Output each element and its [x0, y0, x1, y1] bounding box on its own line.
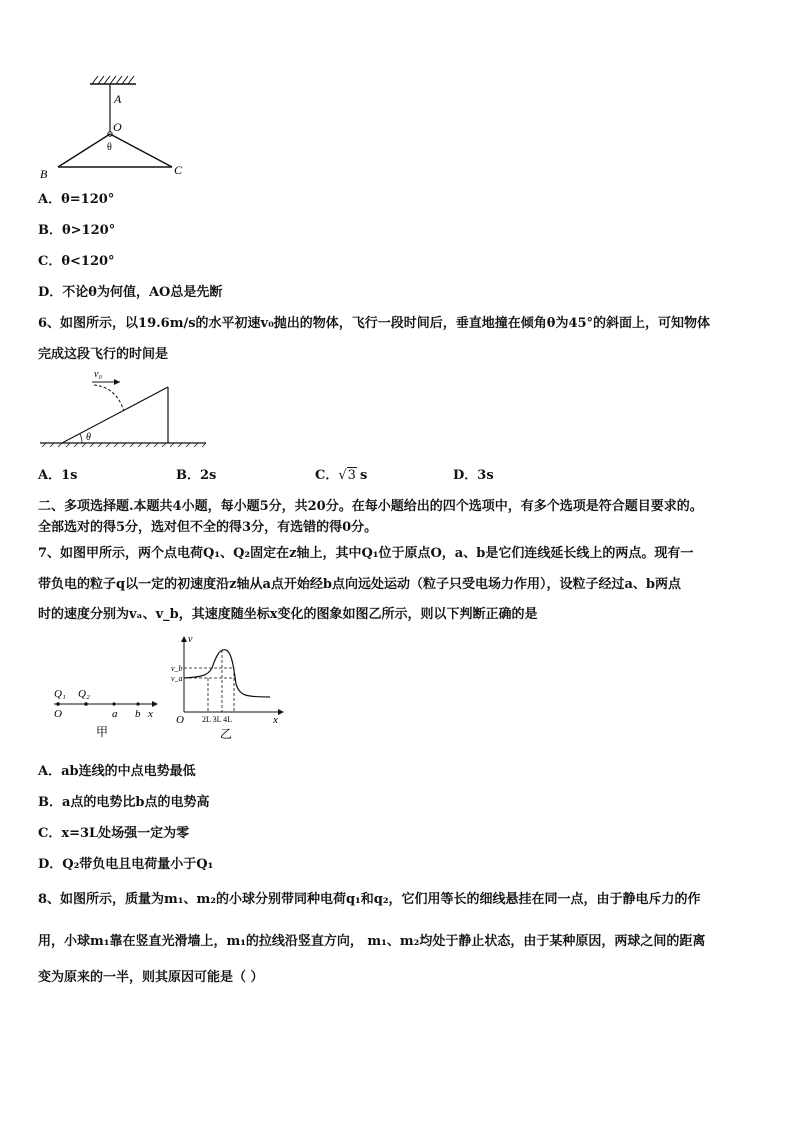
q7-option-b: B．a点的电势比b点的电势高: [38, 795, 210, 810]
q6-option-d: D．3s: [453, 468, 494, 483]
q8-stem-line2: 用，小球m₁靠在竖直光滑墙上，m₁的拉线沿竖直方向， m₁、m₂均处于静止状态，由于某种原因，两球之间的距离: [38, 934, 706, 949]
section2-line2: 全部选对的得5分，选对但不全的得3分，有选错的得0分。: [38, 520, 378, 535]
label-A: A: [114, 92, 122, 106]
jia-a: a: [112, 708, 118, 720]
yi-x: x: [273, 714, 278, 726]
jia-Q2: Q₂: [78, 688, 90, 700]
jia-Q1: Q₁: [54, 688, 66, 700]
q7-option-a: A．ab连线的中点电势最低: [38, 764, 196, 779]
yi-caption: 乙: [220, 727, 233, 741]
q5-option-d: D．不论θ为何值，AO总是先断: [38, 285, 223, 300]
q8-stem-line3: 变为原来的一半，则其原因可能是（ ）: [38, 970, 264, 985]
q7-stem-line2: 带负电的粒子q以一定的初速度沿z轴从a点开始经b点向远处运动（粒子只受电场力作用），设粒子经过a、b两点: [38, 577, 681, 592]
yi-vb: v_b: [171, 664, 183, 673]
jia-caption: 甲: [96, 725, 109, 739]
q7-stem-line1: 7、如图甲所示，两个点电荷Q₁、Q₂固定在z轴上，其中Q₁位于原点O，a、b是它们连线延长线上的两点。现有一: [38, 546, 694, 561]
v0-label: v₀: [94, 369, 102, 380]
jia-x: x: [148, 708, 153, 720]
q5-option-b: B．θ>120°: [38, 223, 116, 238]
q6-stem-line2: 完成这段飞行的时间是: [38, 347, 169, 362]
section2-line1: 二、多项选择题.本题共4小题，每小题5分，共20分。在每小题给出的四个选项中，有多个选项是符合题目要求的。: [38, 499, 703, 514]
fig-jia-axis: [46, 680, 166, 740]
q6-option-c-unit: s: [359, 468, 368, 483]
q7-stem-line3: 时的速度分别为vₐ、v_b，其速度随坐标x变化的图象如图乙所示，则以下判断正确的是: [38, 607, 538, 622]
yi-v: v: [188, 634, 193, 645]
q6-option-b: B．2s: [176, 468, 217, 483]
label-B: B: [40, 167, 48, 181]
q6-option-a: A．1s: [38, 468, 78, 483]
label-C: C: [174, 163, 183, 177]
q6-option-c: [315, 464, 367, 483]
label-theta: θ: [107, 142, 112, 153]
jia-O: O: [54, 708, 62, 720]
q6-option-c-prefix: C．: [315, 468, 339, 483]
q8-stem-line1: 8、如图所示，质量为m₁、m₂的小球分别带同种电荷q₁和q₂，它们用等长的细线悬挂在同一点，由于静电斥力的作: [38, 892, 701, 907]
fig-yi-graph: [170, 630, 295, 742]
q7-option-d: D．Q₂带负电且电荷量小于Q₁: [38, 857, 214, 872]
yi-ticks: 2L 3L 4L: [202, 715, 233, 724]
yi-va: v_a: [171, 674, 183, 683]
q5-option-c: C．θ<120°: [38, 254, 115, 269]
fig-incline-projectile: [36, 365, 211, 450]
label-O: O: [113, 120, 122, 134]
fig-rope-triangle: [30, 70, 200, 185]
q6-option-c-radicand: 3: [347, 468, 356, 483]
sqrt-sign: √: [338, 468, 347, 483]
incline-theta-label: θ: [86, 432, 91, 443]
yi-O: O: [176, 714, 184, 726]
q5-option-a: A．θ=120°: [38, 192, 115, 207]
jia-b: b: [135, 708, 141, 720]
q6-stem-line1: 6、如图所示，以19.6m/s的水平初速v₀抛出的物体，飞行一段时间后，垂直地撞在倾角θ为45°的斜面上，可知物体: [38, 316, 711, 331]
q7-option-c: C．x=3L处场强一定为零: [38, 826, 190, 841]
